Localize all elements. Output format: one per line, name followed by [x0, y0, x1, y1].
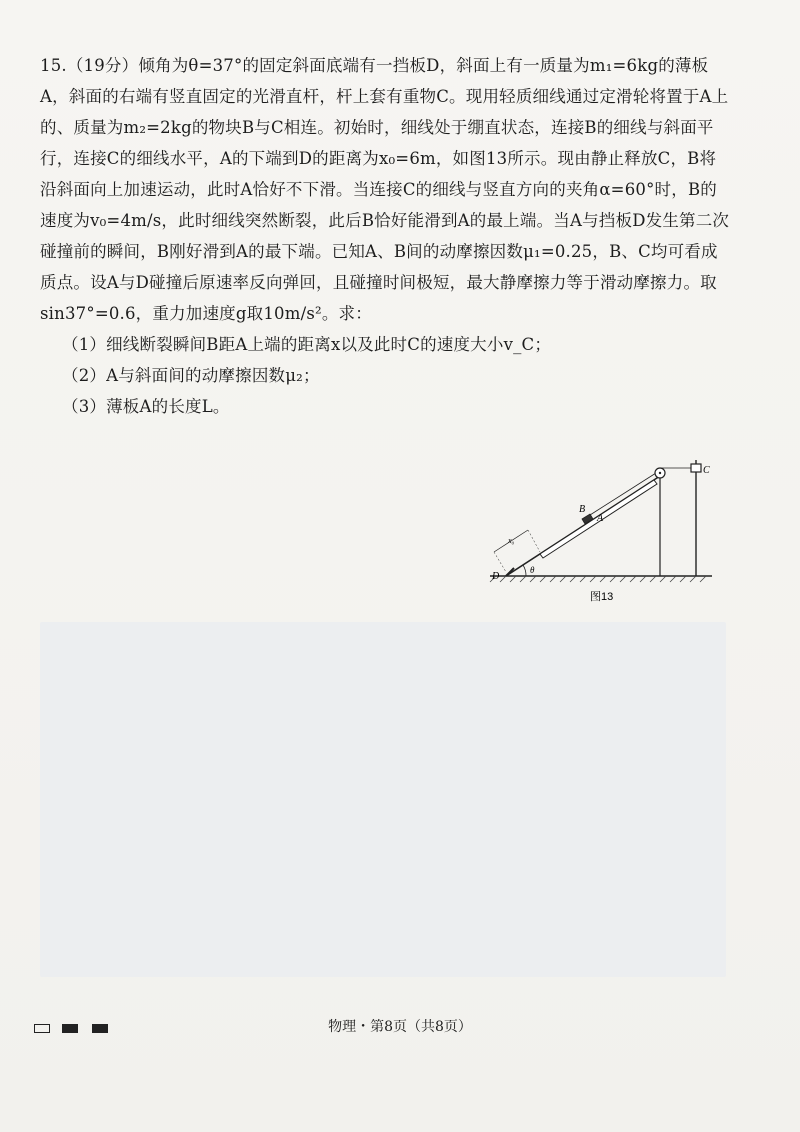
theta-arc	[523, 565, 526, 576]
label-theta: θ	[530, 565, 535, 575]
figure-caption: 图13	[590, 591, 614, 603]
weight-c	[691, 464, 701, 472]
ground-hatching	[490, 576, 706, 582]
label-x0: x₀	[508, 536, 515, 545]
sub-question-1: （1）细线断裂瞬间B距A上端的距离x以及此时C的速度大小v_C；	[62, 335, 552, 354]
incline-diagram	[484, 448, 724, 608]
answer-area	[40, 622, 726, 977]
x0-extension-high	[528, 530, 540, 552]
string-b	[590, 473, 656, 515]
x0-extension-low	[494, 552, 506, 572]
label-a: A	[597, 513, 604, 524]
figure-13	[484, 448, 724, 608]
page-footer	[0, 1012, 800, 1042]
problem-stem: 15.（19分）倾角为θ=37°的固定斜面底端有一挡板D，斜面上有一质量为m₁=6kg的薄板A，斜面的右端有竖直固定的光滑直杆，杆上套有重物C。现用轻质细线通过定滑轮将置于A上的、质量为m₂=2kg的物块B与C相连。初始时，细线处于绷直状态，连接B的细线与斜面平行，连接C的细线水平，A的下端到D的距离为x₀=6m，如图13所示。现由静止释放C，B将沿斜面向上加速运动，此时A恰好不下滑。当连接C的细线与竖直方向的夹角α=60°时，B的速度为v₀=4m/s，此时细线突然断裂，此后B恰好能滑到A的最上端。当A与挡板D发生第二次碰撞前的瞬间，B刚好滑到A的最下端。已知A、B间的动摩擦因数μ₁=0.25，B、C均可看成质点。设A与D碰撞后原速率反向弹回，且碰撞时间极短，最大静摩擦力等于滑动摩擦力。取sin37°=0.6，重力加速度g取10m/s²。求：	[40, 56, 730, 323]
sub-question-2: （2）A与斜面间的动摩擦因数μ₂；	[62, 366, 320, 385]
label-c: C	[703, 465, 710, 476]
problem-15	[40, 50, 730, 422]
pulley-axle	[659, 472, 661, 474]
page-number: 物理・第8页（共8页）	[328, 1019, 472, 1035]
label-b: B	[579, 504, 586, 515]
sub-question-3: （3）薄板A的长度L。	[62, 397, 230, 416]
label-d: D	[492, 571, 500, 582]
